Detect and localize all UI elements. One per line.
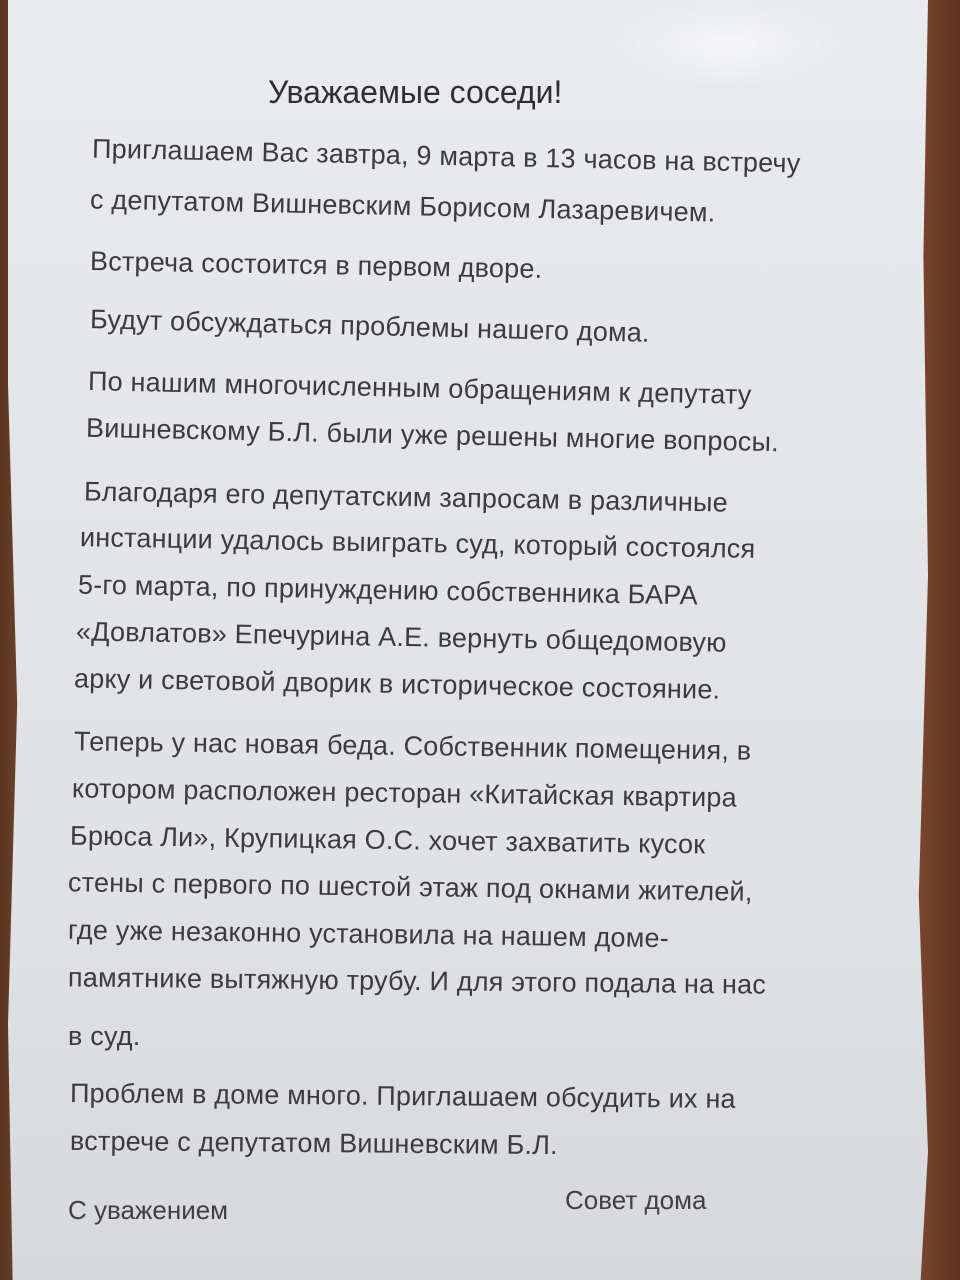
paragraph-5-line-4: «Довлатов» Епечурина А.Е. вернуть общедомовую [75,616,727,658]
paragraph-6-line-7: в суд. [68,1021,141,1051]
paragraph-7-line-2: встрече с депутатом Вишневским Б.Л. [69,1125,558,1161]
paragraph-6-line-1: Теперь у нас новая беда. Собственник помещения, в [73,726,752,766]
paragraph-3-line-1: Будут обсуждаться проблемы нашего дома. [89,304,651,348]
paragraph-7-line-1: Проблем в доме много. Приглашаем обсудить их на [69,1078,736,1114]
paragraph-6-line-4: стены с первого по шестой этаж под окнами жителей, [67,867,753,907]
paragraph-5-line-2: инстанции удалось выиграть суд, который состоялся [79,522,756,564]
signoff-house-council: Совет дома [565,1185,707,1215]
paragraph-5-line-5: арку и световой дворик в историческое состояние. [73,663,721,705]
paragraph-4-line-1: По нашим многочисленным обращениям к депутату [87,366,752,410]
paragraph-6-line-3: Брюса Ли», Крупицкая О.С. хочет захватить кусок [69,820,706,860]
paragraph-5-line-1: Благодаря его депутатским запросам в различные [83,476,729,518]
paragraph-6-line-5: где уже незаконно установила на нашем доме- [67,914,670,954]
notice-title: Уважаемые соседи! [268,74,563,110]
paragraph-6-line-2: котором расположен ресторан «Китайская квартира [71,773,737,813]
paragraph-5-line-3: 5-го марта, по принуждению собственника БАРА [77,569,699,611]
tape-glare [608,0,848,90]
paragraph-4-line-2: Вишневскому Б.Л. были уже решены многие вопросы. [85,412,780,458]
paragraph-1-line-1: Приглашаем Вас завтра, 9 марта в 13 часов на встречу [91,133,801,179]
signoff-regards: С уважением [68,1195,229,1225]
paragraph-2-line-1: Встреча состоится в первом дворе. [89,246,543,284]
paragraph-1-line-2: с депутатом Вишневским Борисом Лазаревичем. [89,184,716,228]
paragraph-6-line-6: памятнике вытяжную трубу. И для этого подала на нас [67,962,767,1000]
